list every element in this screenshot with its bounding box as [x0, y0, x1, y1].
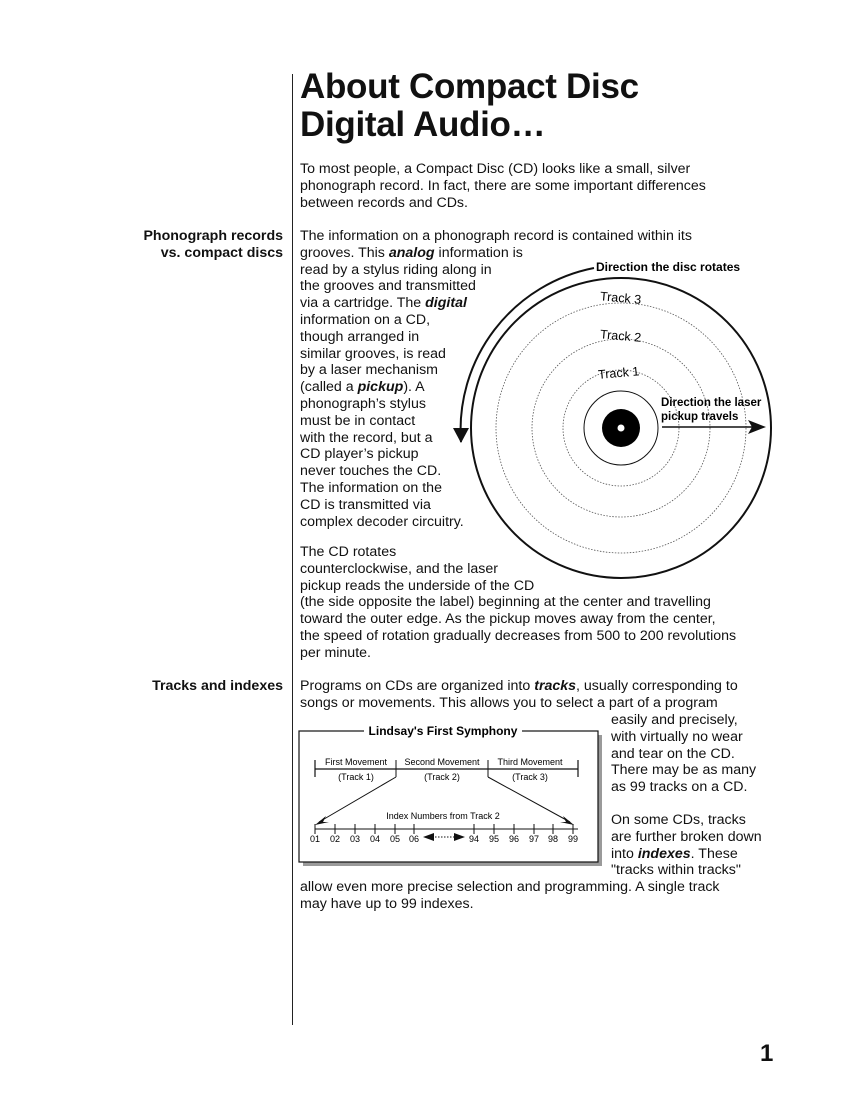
text-fragment: grooves. This — [300, 244, 389, 261]
side-heading-records — [143, 228, 283, 262]
text-line: are further broken down — [611, 828, 762, 845]
text-line: information on a CD, — [300, 311, 431, 328]
heading-line: Tracks and indexes — [152, 678, 283, 694]
movement-2-name: Second Movement — [404, 757, 480, 767]
rotation-paragraph — [300, 544, 736, 662]
text-line: phonograph record. In fact, there are some important differences — [300, 177, 706, 194]
text-line: The information on a phonograph record is contained within its — [300, 228, 692, 244]
text-line — [611, 846, 762, 863]
text-line: read by a stylus riding along in — [300, 261, 492, 278]
symphony-title: Lindsay's First Symphony — [368, 724, 518, 738]
disc-center-hole — [618, 425, 625, 432]
tracks-paragraph-intro — [300, 678, 738, 712]
symphony-diagram — [298, 720, 604, 868]
text-line: The CD rotates — [300, 544, 397, 560]
text-line: with the record, but a — [300, 429, 433, 446]
text-fragment: via a cartridge. The — [300, 295, 426, 312]
index-number-label: 94 — [468, 834, 480, 844]
heading-line: vs. compact discs — [160, 244, 283, 261]
text-line: and tear on the CD. — [611, 745, 735, 762]
movement-2-track: (Track 2) — [424, 772, 460, 782]
movement-3-name: Third Movement — [497, 757, 563, 767]
rotation-arrow-icon — [461, 268, 594, 442]
laser-label: pickup travels — [661, 411, 739, 423]
index-number-label: 96 — [508, 834, 520, 844]
index-number-label: 95 — [488, 834, 500, 844]
text-line: allow even more precise selection and programming. A single track — [300, 879, 720, 895]
intro-paragraph — [300, 161, 706, 211]
text-line: "tracks within tracks" — [611, 862, 741, 879]
text-line: between records and CDs. — [300, 194, 468, 211]
laser-label: Direction the laser — [661, 397, 762, 409]
emphasis-tracks: tracks — [534, 678, 577, 694]
index-number-label: 03 — [349, 834, 361, 844]
rotation-arrowhead-icon — [453, 428, 469, 443]
text-line: pickup reads the underside of the CD — [300, 577, 535, 594]
side-heading-tracks — [152, 678, 283, 695]
text-line: as 99 tracks on a CD. — [611, 779, 748, 796]
text-line: never touches the CD. — [300, 463, 442, 480]
emphasis-pickup: pickup — [357, 379, 404, 396]
index-number-label: 05 — [389, 834, 401, 844]
disc-diagram — [440, 250, 780, 590]
text-line: may have up to 99 indexes. — [300, 895, 474, 912]
text-line: similar grooves, is read — [300, 345, 446, 362]
track-1-label: Track 1 — [597, 364, 640, 382]
indexes-paragraph-side — [611, 812, 762, 879]
track-2-label: Track 2 — [599, 327, 642, 345]
text-line: There may be as many — [611, 762, 757, 779]
movement-3-track: (Track 3) — [512, 772, 548, 782]
text-line: phonograph’s stylus — [300, 395, 426, 412]
text-line — [300, 678, 738, 695]
heading-line: Phonograph records — [143, 228, 283, 244]
text-line: though arranged in — [300, 328, 420, 345]
text-line: CD is transmitted via — [300, 496, 431, 513]
text-fragment: ). A — [403, 379, 425, 396]
emphasis-analog: analog — [388, 244, 435, 261]
index-number-label: 01 — [309, 834, 321, 844]
text-fragment: into — [611, 845, 638, 862]
text-fragment: . These — [690, 845, 738, 862]
index-number-label: 02 — [329, 834, 341, 844]
index-numbers-label: Index Numbers from Track 2 — [386, 811, 500, 821]
movement-1-name: First Movement — [324, 757, 388, 767]
text-line: toward the outer edge. As the pickup moves away from the center, — [300, 611, 716, 628]
rotation-label: Direction the disc rotates — [596, 260, 741, 274]
emphasis-indexes: indexes — [637, 845, 691, 862]
emphasis-digital: digital — [425, 295, 467, 312]
text-line: To most people, a Compact Disc (CD) looks like a small, silver — [300, 161, 691, 177]
text-line: The information on the — [300, 479, 442, 496]
track-3-label: Track 3 — [599, 289, 642, 307]
text-line: the grooves and transmitted — [300, 278, 476, 295]
text-line: On some CDs, tracks — [611, 812, 746, 828]
text-line: songs or movements. This allows you to select a part of a program — [300, 694, 718, 711]
text-line: with virtually no wear — [611, 728, 743, 745]
title-line: About Compact Disc — [300, 67, 639, 106]
indexes-paragraph-full — [300, 879, 720, 913]
index-number-label: 04 — [369, 834, 381, 844]
text-line: counterclockwise, and the laser — [300, 560, 498, 577]
tracks-paragraph-side — [611, 712, 756, 796]
text-fragment: (called a — [300, 379, 358, 396]
margin-rule — [292, 74, 293, 1025]
text-line: complex decoder circuitry. — [300, 513, 464, 530]
text-line: must be in contact — [300, 412, 416, 429]
page-title — [300, 68, 639, 144]
text-line: easily and precisely, — [611, 712, 738, 728]
text-line: per minute. — [300, 644, 371, 661]
text-fragment: Programs on CDs are organized into — [300, 678, 535, 694]
text-line: (the side opposite the label) beginning at the center and travelling — [300, 594, 711, 611]
text-line: CD player’s pickup — [300, 446, 419, 463]
text-line: by a laser mechanism — [300, 362, 438, 379]
index-number-label: 06 — [408, 834, 420, 844]
index-number-label: 98 — [547, 834, 559, 844]
index-number-label: 99 — [567, 834, 579, 844]
movement-1-track: (Track 1) — [338, 772, 374, 782]
page-number: 1 — [760, 1040, 774, 1067]
index-number-label: 97 — [528, 834, 540, 844]
text-fragment: information is — [434, 244, 523, 261]
text-fragment: , usually corresponding to — [576, 678, 738, 694]
title-line: Digital Audio… — [300, 105, 546, 144]
text-line: the speed of rotation gradually decreases from 500 to 200 revolutions — [300, 627, 737, 644]
